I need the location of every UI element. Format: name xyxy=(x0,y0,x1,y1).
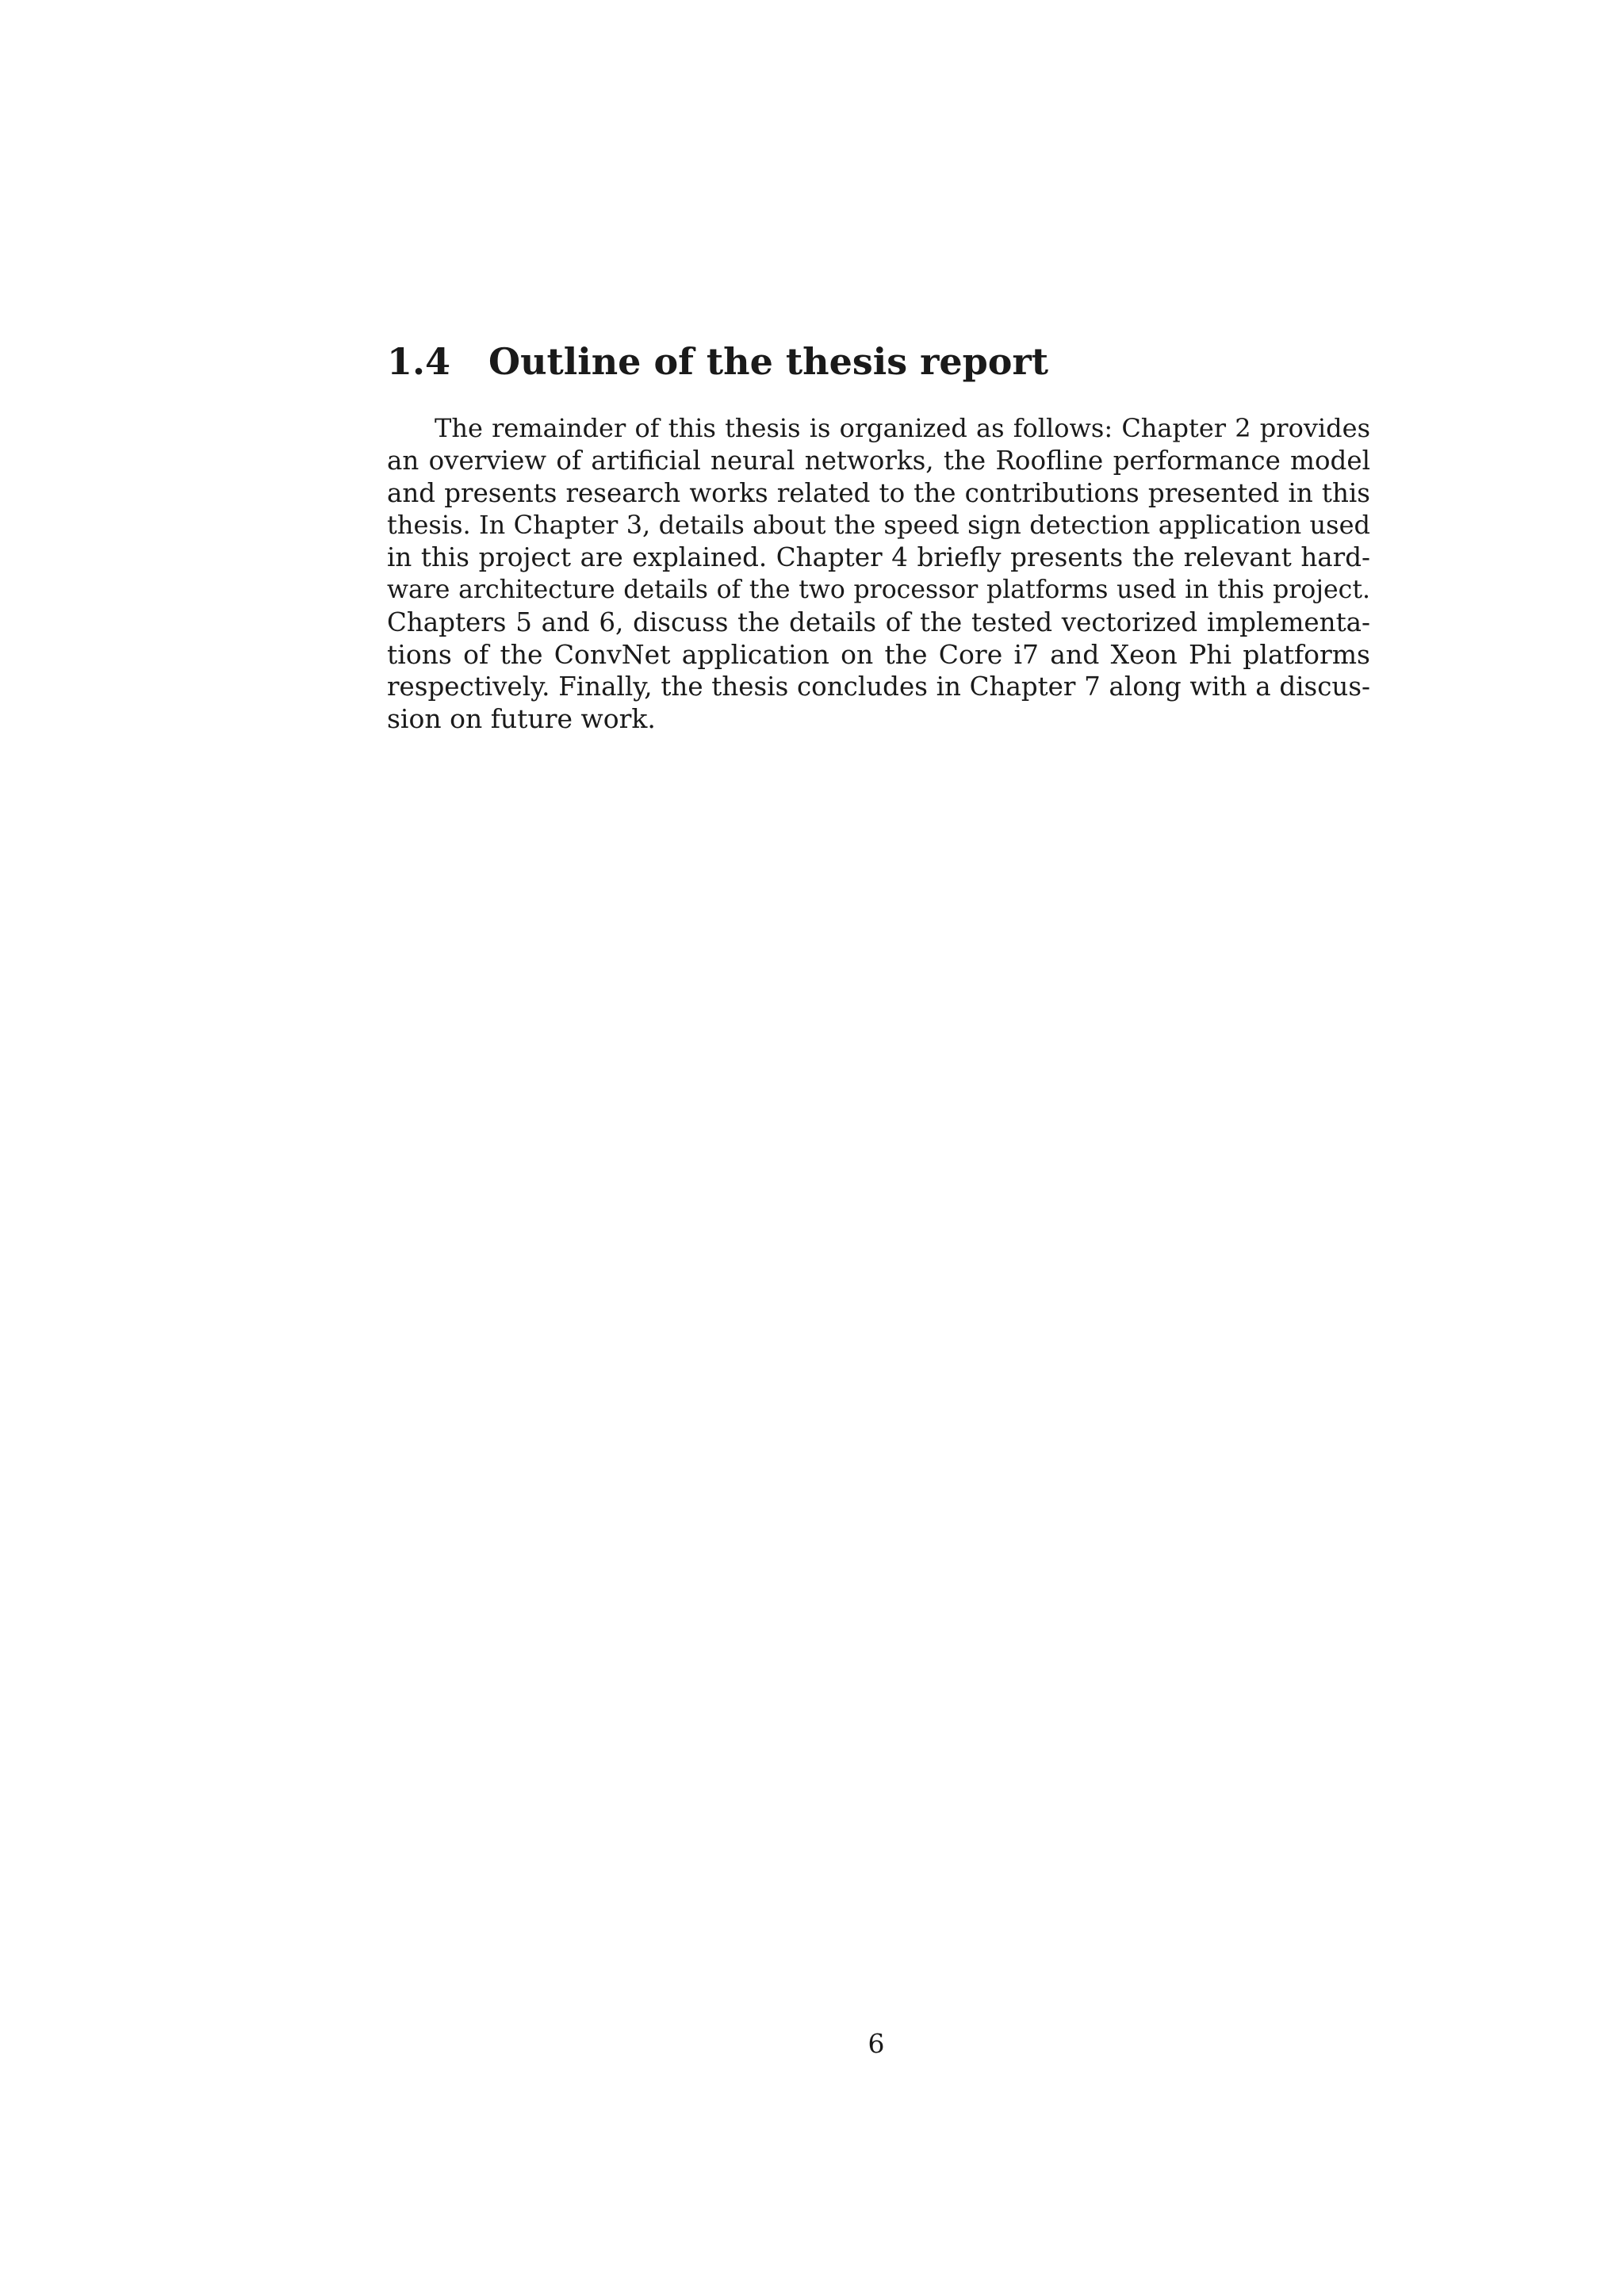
paragraph-line: respectively. Finally, the thesis concludes in Chapter 7 along with a discus- xyxy=(387,672,1370,702)
paragraph-line: thesis. In Chapter 3, details about the speed sign detection application used xyxy=(387,510,1370,541)
paragraph-line: sion on future work. xyxy=(387,703,656,735)
page-number: 6 xyxy=(868,2028,885,2059)
paragraph-line: and presents research works related to the contributions presented in this xyxy=(387,477,1370,508)
paragraph-line: The remainder of this thesis is organized as follows: Chapter 2 provides xyxy=(435,413,1370,443)
paragraph-line: in this project are explained. Chapter 4 briefly presents the relevant hard- xyxy=(387,542,1370,573)
paragraph-line: ware architecture details of the two processor platforms used in this project. xyxy=(387,575,1370,604)
paragraph-line: Chapters 5 and 6, discuss the details of the tested vectorized implementa- xyxy=(387,607,1370,637)
paragraph-line: tions of the ConvNet application on the Core i7 and Xeon Phi platforms xyxy=(387,638,1370,670)
section-title: Outline of the thesis report xyxy=(488,340,1048,383)
section-heading xyxy=(387,336,1370,387)
section-number: 1.4 xyxy=(387,340,451,383)
paragraph-line: an overview of artificial neural networks, the Roofline performance model xyxy=(387,445,1370,476)
outline-paragraph xyxy=(387,412,1370,736)
